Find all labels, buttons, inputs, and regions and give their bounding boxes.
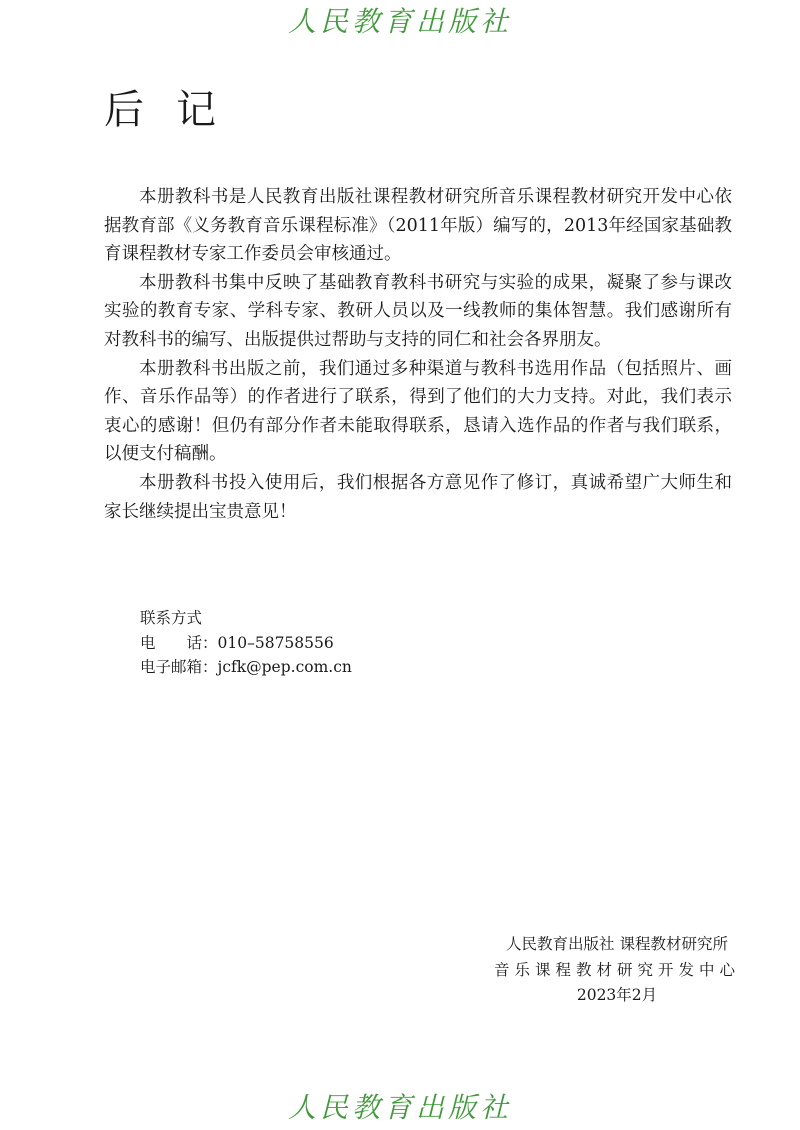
phone-number: 010–58758556: [217, 633, 334, 652]
paragraph-4: 本册教科书投入使用后，我们根据各方意见作了修订，真诚希望广大师生和家长继续提出宝贵意见！: [104, 472, 732, 522]
publisher-logo-footer: 人民教育出版社: [287, 1091, 512, 1124]
contact-email-row: [140, 655, 352, 680]
signature-block: [480, 932, 754, 1009]
signature-center: 音乐课程教材研究开发中心: [493, 960, 740, 979]
afterword-body: [104, 183, 732, 526]
signature-institution: 人民教育出版社 课程教材研究所: [506, 935, 728, 953]
contact-heading: 联系方式: [140, 609, 203, 627]
page-title: 后记: [104, 87, 248, 133]
email-address: jcfk@pep.com.cn: [217, 658, 352, 676]
contact-info: [140, 606, 352, 680]
paragraph-2: 本册教科书集中反映了基础教育教科书研究与实验的成果，凝聚了参与课改实验的教育专家、学科专家、教研人员以及一线教师的集体智慧。我们感谢所有对教科书的编写、出版提供过帮助与支持的同仁和社会各界朋友。: [104, 272, 732, 350]
paragraph-1: 本册教科书是人民教育出版社课程教材研究所音乐课程教材研究开发中心依据教育部《义务教育音乐课程标准》（2011年版）编写的，2013年经国家基础教育课程教材专家工作委员会审核通过。: [104, 187, 732, 265]
paragraph-3: 本册教科书出版之前，我们通过多种渠道与教科书选用作品（包括照片、画作、音乐作品等）的作者进行了联系，得到了他们的大力支持。对此，我们表示衷心的感谢！但仍有部分作者未能取得联系，恳请入选作品的作者与我们联系，以便支付稿酬。: [104, 358, 732, 465]
contact-phone-row: [140, 631, 352, 656]
email-label: 电子邮箱：: [140, 658, 218, 676]
publisher-logo-header: 人民教育出版社: [287, 5, 512, 38]
signature-date: 2023年2月: [576, 986, 658, 1004]
phone-label: 电 话：: [140, 633, 218, 652]
